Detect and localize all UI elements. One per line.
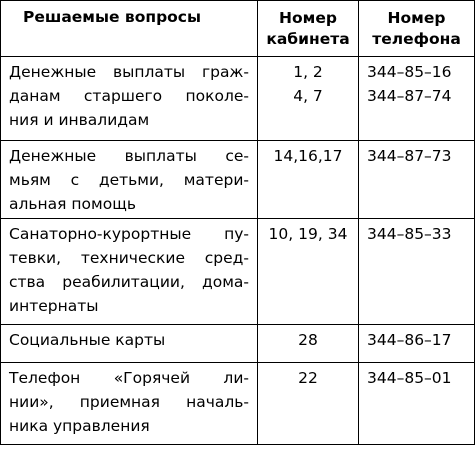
phone-number: 344–85–16 <box>367 63 452 81</box>
table-row <box>1 57 475 141</box>
phone-cell <box>359 219 475 325</box>
phone-number: 344–85–01 <box>367 369 452 387</box>
room-cell <box>258 57 359 141</box>
room-cell <box>258 141 359 219</box>
header-room-line-2: кабинета <box>266 29 350 48</box>
topic-line: мьям с детьми, матери- <box>9 171 249 189</box>
topic-line: данам старшего поколе- <box>9 87 249 105</box>
topic-cell <box>1 57 258 141</box>
room-number: 22 <box>298 369 318 387</box>
topic-line: Социальные карты <box>9 331 166 349</box>
room-cell <box>258 363 359 445</box>
phone-number: 344–87–74 <box>367 87 452 105</box>
topic-cell <box>1 325 258 363</box>
room-number: 10, 19, 34 <box>268 225 348 243</box>
header-room <box>258 1 359 57</box>
topic-cell <box>1 219 258 325</box>
topic-line: Телефон «Горячей ли- <box>9 369 249 387</box>
room-number: 1, 2 <box>293 63 323 81</box>
room-cell <box>258 325 359 363</box>
topic-line: ства реабилитации, дома- <box>9 273 249 291</box>
topic-line: нии», приемная началь- <box>9 393 249 411</box>
topic-line: тевки, технические сред- <box>9 249 249 267</box>
phone-number: 344–85–33 <box>367 225 452 243</box>
table-row <box>1 219 475 325</box>
table-row <box>1 141 475 219</box>
room-cell <box>258 219 359 325</box>
topic-cell <box>1 363 258 445</box>
phone-cell <box>359 363 475 445</box>
table-row <box>1 325 475 363</box>
topic-line: Денежные выплаты граж- <box>9 63 249 81</box>
phone-cell <box>359 141 475 219</box>
topic-line: Денежные выплаты се- <box>9 147 249 165</box>
room-number: 14,16,17 <box>273 147 343 165</box>
header-phone-line-2: телефона <box>372 29 461 48</box>
phone-number: 344–87–73 <box>367 147 452 165</box>
topic-line: ния и инвалидам <box>9 111 150 129</box>
topic-cell <box>1 141 258 219</box>
table-header-row <box>1 1 475 57</box>
topic-line: альная помощь <box>9 195 136 213</box>
phone-cell <box>359 57 475 141</box>
header-phone-line-1: Номер <box>387 8 446 27</box>
header-phone <box>359 1 475 57</box>
topic-line: интернаты <box>9 297 99 315</box>
phone-number: 344–86–17 <box>367 331 452 349</box>
topic-line: Санаторно-курортные пу- <box>9 225 249 243</box>
room-number: 28 <box>298 331 318 349</box>
room-number: 4, 7 <box>293 87 323 105</box>
topic-line: ника управления <box>9 417 150 435</box>
phone-cell <box>359 325 475 363</box>
header-room-line-1: Номер <box>279 8 337 27</box>
header-topic: Решаемые вопросы <box>1 1 258 57</box>
table-row <box>1 363 475 445</box>
